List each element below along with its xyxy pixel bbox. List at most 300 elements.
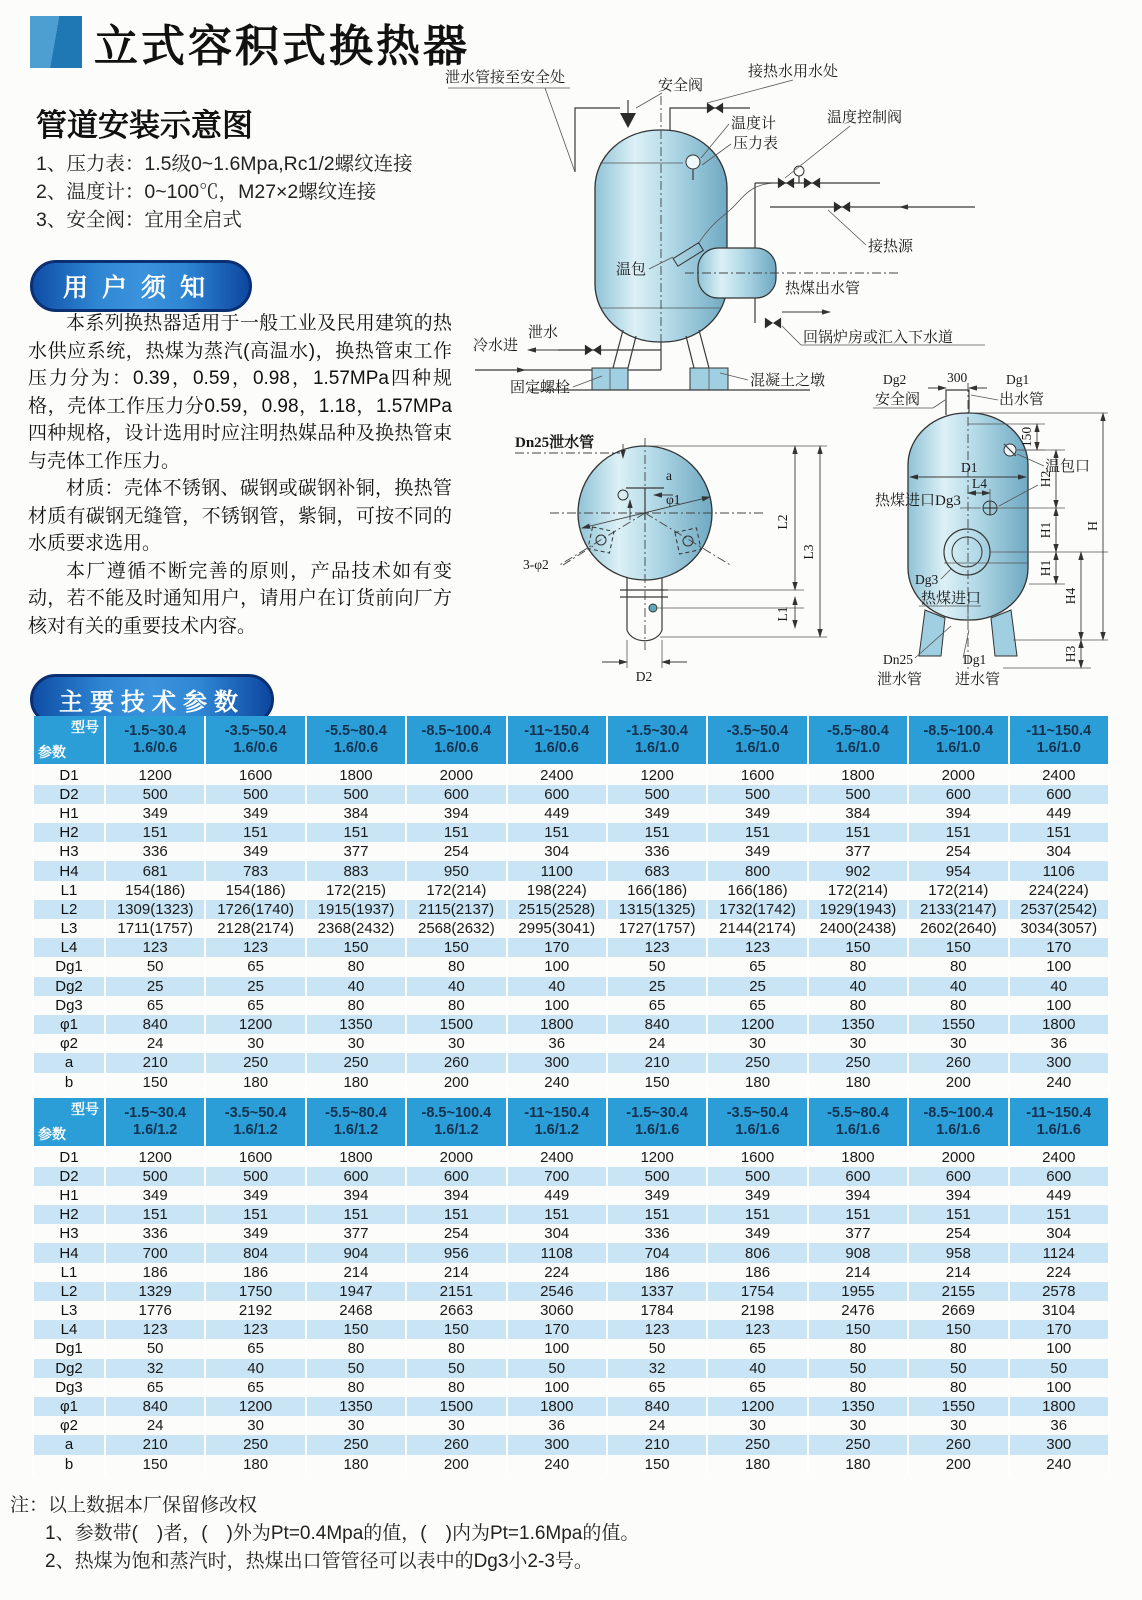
param-value-cell: 2400 <box>1009 766 1109 785</box>
param-value-cell: 80 <box>406 1339 506 1358</box>
param-row <box>33 842 1109 861</box>
param-value-cell: 449 <box>507 1186 607 1205</box>
param-value-cell: 80 <box>406 996 506 1015</box>
param-value-cell: 384 <box>306 804 406 823</box>
param-value-cell: 1200 <box>205 1015 305 1034</box>
param-value-cell: 2400 <box>507 766 607 785</box>
param-value-cell: 1754 <box>707 1282 807 1301</box>
param-row-label: L2 <box>33 900 105 919</box>
param-value-cell: 154(186) <box>105 881 205 900</box>
param-value-cell: 210 <box>105 1435 205 1454</box>
param-value-cell: 254 <box>406 842 506 861</box>
model-column-header: -5.5~80.4 1.6/1.0 <box>808 716 908 766</box>
param-value-cell: 30 <box>205 1034 305 1053</box>
param-value-cell: 25 <box>707 977 807 996</box>
param-value-cell: 65 <box>205 1339 305 1358</box>
drain-pipe-label: 泄水管 <box>877 672 923 688</box>
param-row <box>33 1205 1109 1224</box>
param-value-cell: 1337 <box>607 1282 707 1301</box>
param-value-cell: 449 <box>507 804 607 823</box>
param-value-cell: 40 <box>908 977 1008 996</box>
param-value-cell: 151 <box>707 1205 807 1224</box>
param-value-cell: 600 <box>808 1167 908 1186</box>
param-value-cell: 80 <box>808 996 908 1015</box>
temp-bulb-label: 温包 <box>616 262 647 278</box>
param-row <box>33 1224 1109 1243</box>
param-value-cell: 24 <box>105 1034 205 1053</box>
param-value-cell: 30 <box>406 1034 506 1053</box>
footnotes <box>10 1492 639 1576</box>
param-value-cell: 30 <box>808 1034 908 1053</box>
param-value-cell: 2198 <box>707 1301 807 1320</box>
param-value-cell: 100 <box>1009 1339 1109 1358</box>
param-value-cell: 394 <box>908 804 1008 823</box>
param-value-cell: 214 <box>406 1263 506 1282</box>
param-value-cell: 150 <box>607 1073 707 1092</box>
param-value-cell: 1200 <box>205 1397 305 1416</box>
hot-water-use-label: 接热水用水处 <box>748 64 839 80</box>
dn25-drain-label: Dn25泄水管 <box>515 435 595 451</box>
param-value-cell: 394 <box>908 1186 1008 1205</box>
param-value-cell: 151 <box>205 823 305 842</box>
param-value-cell: 150 <box>105 1073 205 1092</box>
param-value-cell: 883 <box>306 861 406 880</box>
param-value-cell: 384 <box>808 804 908 823</box>
table-corner-cell: 型号 参数 <box>33 1098 105 1148</box>
param-value-cell: 40 <box>406 977 506 996</box>
drain-to-safe-label: 泄水管接至安全处 <box>445 70 566 86</box>
param-value-cell: 700 <box>507 1167 607 1186</box>
param-row-label: L1 <box>33 881 105 900</box>
param-row-label: a <box>33 1053 105 1072</box>
param-value-cell: 2995(3041) <box>507 919 607 938</box>
param-row-label: Dg1 <box>33 1339 105 1358</box>
param-value-cell: 151 <box>707 823 807 842</box>
param-value-cell: 80 <box>306 996 406 1015</box>
param-value-cell: 840 <box>607 1015 707 1034</box>
param-value-cell: 2476 <box>808 1301 908 1320</box>
param-row-label: H2 <box>33 1205 105 1224</box>
safety-valve-label: 安全阀 <box>658 78 704 94</box>
param-value-cell: 100 <box>1009 957 1109 976</box>
param-value-cell: 902 <box>808 861 908 880</box>
param-value-cell: 1929(1943) <box>808 900 908 919</box>
param-value-cell: 30 <box>707 1034 807 1053</box>
param-value-cell: 2155 <box>908 1282 1008 1301</box>
param-row <box>33 861 1109 880</box>
H4-dim: H4 <box>1063 587 1078 605</box>
param-value-cell: 1800 <box>808 1148 908 1167</box>
param-value-cell: 700 <box>105 1243 205 1262</box>
param-value-cell: 198(224) <box>507 881 607 900</box>
param-value-cell: 1800 <box>1009 1015 1109 1034</box>
param-row-label: L2 <box>33 1282 105 1301</box>
param-value-cell: 1200 <box>707 1015 807 1034</box>
param-value-cell: 1800 <box>507 1397 607 1416</box>
model-column-header: -1.5~30.4 1.6/1.6 <box>607 1098 707 1148</box>
param-value-cell: 1200 <box>707 1397 807 1416</box>
param-value-cell: 25 <box>205 977 305 996</box>
param-value-cell: 349 <box>205 1224 305 1243</box>
param-value-cell: 65 <box>707 1378 807 1397</box>
param-value-cell: 65 <box>607 1378 707 1397</box>
param-value-cell: 30 <box>707 1416 807 1435</box>
param-value-cell: 1711(1757) <box>105 919 205 938</box>
param-value-cell: 123 <box>707 938 807 957</box>
param-value-cell: 65 <box>105 996 205 1015</box>
param-value-cell: 65 <box>707 957 807 976</box>
param-value-cell: 224 <box>507 1263 607 1282</box>
param-value-cell: 1550 <box>908 1397 1008 1416</box>
param-row <box>33 996 1109 1015</box>
param-value-cell: 1500 <box>406 1015 506 1034</box>
param-value-cell: 304 <box>507 842 607 861</box>
param-value-cell: 180 <box>707 1073 807 1092</box>
param-row-label: L3 <box>33 1301 105 1320</box>
param-value-cell: 1550 <box>908 1015 1008 1034</box>
param-value-cell: 150 <box>306 938 406 957</box>
param-value-cell: 904 <box>306 1243 406 1262</box>
param-value-cell: 80 <box>306 957 406 976</box>
param-value-cell: 36 <box>1009 1416 1109 1435</box>
param-value-cell: 1200 <box>105 766 205 785</box>
param-value-cell: 80 <box>406 1378 506 1397</box>
param-value-cell: 150 <box>406 1320 506 1339</box>
model-column-header: -1.5~30.4 1.6/1.0 <box>607 716 707 766</box>
param-value-cell: 840 <box>105 1397 205 1416</box>
model-column-header: -8.5~100.4 1.6/1.6 <box>908 1098 1008 1148</box>
param-value-cell: 150 <box>908 1320 1008 1339</box>
param-value-cell: 500 <box>707 1167 807 1186</box>
param-value-cell: 300 <box>1009 1053 1109 1072</box>
dg1-bottom-label: Dg1 <box>963 652 987 667</box>
param-value-cell: 336 <box>607 842 707 861</box>
param-value-cell: 80 <box>306 1339 406 1358</box>
param-value-cell: 300 <box>507 1435 607 1454</box>
param-row <box>33 1186 1109 1205</box>
param-value-cell: 300 <box>507 1053 607 1072</box>
param-value-cell: 1784 <box>607 1301 707 1320</box>
param-value-cell: 254 <box>908 842 1008 861</box>
H2-dim: H2 <box>1038 470 1053 488</box>
param-value-cell: 956 <box>406 1243 506 1262</box>
dim-300: 300 <box>947 370 968 385</box>
tech-params-table-1 <box>32 716 1110 1092</box>
param-value-cell: 500 <box>105 1167 205 1186</box>
param-value-cell: 50 <box>406 1359 506 1378</box>
drain-hole <box>649 604 657 612</box>
param-value-cell: 1500 <box>406 1397 506 1416</box>
param-value-cell: 40 <box>306 977 406 996</box>
param-row-label: Dg1 <box>33 957 105 976</box>
model-column-header: -8.5~100.4 1.6/0.6 <box>406 716 506 766</box>
param-value-cell: 151 <box>808 823 908 842</box>
param-value-cell: 200 <box>406 1073 506 1092</box>
param-row-label: D2 <box>33 785 105 804</box>
param-value-cell: 50 <box>306 1359 406 1378</box>
install-notes <box>36 150 413 234</box>
param-value-cell: 151 <box>607 823 707 842</box>
param-value-cell: 260 <box>908 1435 1008 1454</box>
paragraph: 本系列换热器适用于一般工业及民用建筑的热水供应系统，热煤为蒸汽(高温水)，换热管束工作压力分为：0.39，0.59，0.98，1.57MPa四种规格，壳体工作压力分0.59，0.98，1.18，1.57MPa四种规格，设计选用时应注明热媒品种及换热管束与壳体工作压力。 <box>28 313 452 472</box>
model-column-header: -8.5~100.4 1.6/1.2 <box>406 1098 506 1148</box>
param-value-cell: 600 <box>908 785 1008 804</box>
param-value-cell: 500 <box>607 785 707 804</box>
param-value-cell: 1600 <box>707 766 807 785</box>
footnote-2: 2、热煤为饱和蒸汽时，热煤出口管管径可以表中的Dg3小2-3号。 <box>45 1551 593 1572</box>
param-value-cell: 600 <box>908 1167 1008 1186</box>
param-value-cell: 151 <box>908 1205 1008 1224</box>
param-value-cell: 151 <box>105 1205 205 1224</box>
param-value-cell: 500 <box>808 785 908 804</box>
param-value-cell: 166(186) <box>607 881 707 900</box>
param-value-cell: 349 <box>205 1186 305 1205</box>
param-value-cell: 1200 <box>105 1148 205 1167</box>
param-value-cell: 100 <box>507 957 607 976</box>
safety-valve-label: 安全阀 <box>875 392 921 408</box>
param-value-cell: 50 <box>507 1359 607 1378</box>
param-value-cell: 254 <box>908 1224 1008 1243</box>
param-value-cell: 349 <box>707 1186 807 1205</box>
param-row-label: H2 <box>33 823 105 842</box>
dim-150: 150 <box>1019 426 1034 448</box>
param-value-cell: 2663 <box>406 1301 506 1320</box>
body-text <box>28 310 452 640</box>
title-block <box>30 10 470 74</box>
param-value-cell: 1350 <box>306 1015 406 1034</box>
model-column-header: -5.5~80.4 1.6/1.2 <box>306 1098 406 1148</box>
param-row <box>33 1263 1109 1282</box>
param-value-cell: 200 <box>406 1455 506 1474</box>
param-value-cell: 170 <box>1009 938 1109 957</box>
temp-control-valve-label: 温度控制阀 <box>827 110 903 126</box>
param-row-label: D2 <box>33 1167 105 1186</box>
param-row <box>33 919 1109 938</box>
param-value-cell: 1800 <box>1009 1397 1109 1416</box>
param-value-cell: 150 <box>808 938 908 957</box>
param-value-cell: 3034(3057) <box>1009 919 1109 938</box>
param-value-cell: 150 <box>607 1455 707 1474</box>
param-value-cell: 1329 <box>105 1282 205 1301</box>
param-value-cell: 65 <box>205 957 305 976</box>
param-value-cell: 25 <box>105 977 205 996</box>
param-value-cell: 1200 <box>607 766 707 785</box>
param-value-cell: 394 <box>406 804 506 823</box>
param-row-label: Dg3 <box>33 1378 105 1397</box>
param-row <box>33 957 1109 976</box>
param-value-cell: 783 <box>205 861 305 880</box>
param-value-cell: 210 <box>607 1053 707 1072</box>
param-value-cell: 30 <box>205 1416 305 1435</box>
param-value-cell: 65 <box>607 996 707 1015</box>
param-value-cell: 30 <box>406 1416 506 1435</box>
dim-a-label: a <box>666 468 672 483</box>
param-value-cell: 172(214) <box>406 881 506 900</box>
param-value-cell: 172(214) <box>808 881 908 900</box>
param-value-cell: 180 <box>205 1455 305 1474</box>
param-value-cell: 186 <box>205 1263 305 1282</box>
param-value-cell: 1732(1742) <box>707 900 807 919</box>
param-value-cell: 600 <box>507 785 607 804</box>
param-value-cell: 40 <box>808 977 908 996</box>
param-row-label: φ2 <box>33 1416 105 1435</box>
param-value-cell: 500 <box>205 1167 305 1186</box>
param-value-cell: 250 <box>205 1053 305 1072</box>
param-value-cell: 500 <box>607 1167 707 1186</box>
param-value-cell: 1600 <box>205 1148 305 1167</box>
heat-out-pipe-label: 热煤出水管 <box>785 281 861 297</box>
L2-dim: L2 <box>775 514 790 530</box>
dg3-lower-label: Dg3 <box>915 572 939 587</box>
param-row <box>33 1282 1109 1301</box>
param-value-cell: 1108 <box>507 1243 607 1262</box>
param-value-cell: 100 <box>507 1378 607 1397</box>
param-row <box>33 785 1109 804</box>
tank-leg <box>919 610 945 656</box>
param-value-cell: 449 <box>1009 1186 1109 1205</box>
model-column-header: -3.5~50.4 1.6/1.2 <box>205 1098 305 1148</box>
param-value-cell: 123 <box>105 1320 205 1339</box>
safety-valve-symbol <box>620 113 636 128</box>
H-dim: H <box>1085 521 1100 531</box>
param-value-cell: 349 <box>707 842 807 861</box>
param-value-cell: 80 <box>908 1339 1008 1358</box>
param-value-cell: 50 <box>105 1339 205 1358</box>
param-value-cell: 123 <box>707 1320 807 1339</box>
param-value-cell: 377 <box>306 842 406 861</box>
param-value-cell: 250 <box>205 1435 305 1454</box>
param-value-cell: 704 <box>607 1243 707 1262</box>
param-value-cell: 36 <box>1009 1034 1109 1053</box>
param-value-cell: 377 <box>306 1224 406 1243</box>
param-value-cell: 2144(2174) <box>707 919 807 938</box>
param-row <box>33 900 1109 919</box>
param-value-cell: 40 <box>507 977 607 996</box>
heat-source-label: 接热源 <box>868 239 914 255</box>
param-value-cell: 80 <box>908 996 1008 1015</box>
param-value-cell: 2515(2528) <box>507 900 607 919</box>
param-row-label: H4 <box>33 861 105 880</box>
param-row-label: Dg3 <box>33 996 105 1015</box>
param-value-cell: 349 <box>607 1186 707 1205</box>
param-value-cell: 180 <box>707 1455 807 1474</box>
anchor-bolt-label: 固定螺栓 <box>510 380 571 396</box>
param-value-cell: 683 <box>607 861 707 880</box>
param-value-cell: 151 <box>1009 823 1109 842</box>
param-value-cell: 2602(2640) <box>908 919 1008 938</box>
param-row-label: φ1 <box>33 1397 105 1416</box>
H3-dim: H3 <box>1063 645 1078 663</box>
param-value-cell: 349 <box>707 1224 807 1243</box>
param-value-cell: 224(224) <box>1009 881 1109 900</box>
param-value-cell: 240 <box>507 1455 607 1474</box>
param-value-cell: 394 <box>808 1186 908 1205</box>
param-value-cell: 500 <box>707 785 807 804</box>
install-note-1: 1、压力表：1.5级0~1.6Mpa,Rc1/2螺纹连接 <box>36 153 413 175</box>
model-column-header: -3.5~50.4 1.6/1.6 <box>707 1098 807 1148</box>
cold-water-in-label: 冷水进 <box>473 338 519 354</box>
param-value-cell: 151 <box>507 823 607 842</box>
param-value-cell: 200 <box>908 1455 1008 1474</box>
D1-dim: D1 <box>961 460 978 475</box>
param-value-cell: 449 <box>1009 804 1109 823</box>
param-value-cell: 2368(2432) <box>306 919 406 938</box>
param-value-cell: 1955 <box>808 1282 908 1301</box>
model-column-header: -1.5~30.4 1.6/1.2 <box>105 1098 205 1148</box>
bottom-view-diagram <box>430 400 860 700</box>
param-value-cell: 3104 <box>1009 1301 1109 1320</box>
param-value-cell: 1600 <box>205 766 305 785</box>
param-value-cell: 806 <box>707 1243 807 1262</box>
param-value-cell: 123 <box>607 1320 707 1339</box>
param-value-cell: 260 <box>908 1053 1008 1072</box>
param-row-label: L4 <box>33 1320 105 1339</box>
param-value-cell: 180 <box>306 1455 406 1474</box>
param-value-cell: 154(186) <box>205 881 305 900</box>
param-value-cell: 349 <box>205 842 305 861</box>
param-row-label: φ1 <box>33 1015 105 1034</box>
param-value-cell: 2000 <box>406 1148 506 1167</box>
footnote-header: 注：以上数据本厂保留修改权 <box>10 1495 258 1516</box>
upper-inlet-label: 热煤进口Dg3 <box>875 493 961 509</box>
param-value-cell: 30 <box>808 1416 908 1435</box>
param-value-cell: 80 <box>808 1378 908 1397</box>
param-value-cell: 40 <box>707 1359 807 1378</box>
param-value-cell: 30 <box>306 1416 406 1435</box>
param-value-cell: 377 <box>808 1224 908 1243</box>
param-value-cell: 1350 <box>808 1397 908 1416</box>
param-row <box>33 1053 1109 1072</box>
install-note-3: 3、安全阀：宜用全启式 <box>36 209 242 231</box>
param-value-cell: 600 <box>1009 785 1109 804</box>
param-row <box>33 1148 1109 1167</box>
param-row-label: H4 <box>33 1243 105 1262</box>
param-value-cell: 394 <box>406 1186 506 1205</box>
param-value-cell: 25 <box>607 977 707 996</box>
param-value-cell: 250 <box>306 1435 406 1454</box>
param-row-label: D1 <box>33 766 105 785</box>
param-value-cell: 50 <box>607 1339 707 1358</box>
param-value-cell: 65 <box>205 996 305 1015</box>
param-value-cell: 336 <box>105 842 205 861</box>
param-value-cell: 1800 <box>808 766 908 785</box>
param-value-cell: 180 <box>205 1073 305 1092</box>
param-row <box>33 977 1109 996</box>
param-row <box>33 1015 1109 1034</box>
param-value-cell: 600 <box>1009 1167 1109 1186</box>
param-row-label: φ2 <box>33 1034 105 1053</box>
param-value-cell: 600 <box>406 785 506 804</box>
param-row <box>33 1167 1109 1186</box>
param-value-cell: 349 <box>707 804 807 823</box>
param-value-cell: 2115(2137) <box>406 900 506 919</box>
param-value-cell: 150 <box>908 938 1008 957</box>
param-value-cell: 224 <box>1009 1263 1109 1282</box>
model-column-header: -11~150.4 1.6/1.2 <box>507 1098 607 1148</box>
param-row <box>33 1455 1109 1474</box>
param-row <box>33 1339 1109 1358</box>
model-column-header: -5.5~80.4 1.6/1.6 <box>808 1098 908 1148</box>
param-row-label: H1 <box>33 1186 105 1205</box>
installation-diagram <box>430 58 1142 403</box>
dg2-label: Dg2 <box>883 372 907 387</box>
param-value-cell: 2000 <box>908 766 1008 785</box>
tech-params-banner: 主要技术参数 <box>30 674 274 725</box>
install-diagram-heading: 管道安装示意图 <box>36 108 253 143</box>
param-value-cell: 123 <box>607 938 707 957</box>
param-value-cell: 1776 <box>105 1301 205 1320</box>
param-value-cell: 200 <box>908 1073 1008 1092</box>
